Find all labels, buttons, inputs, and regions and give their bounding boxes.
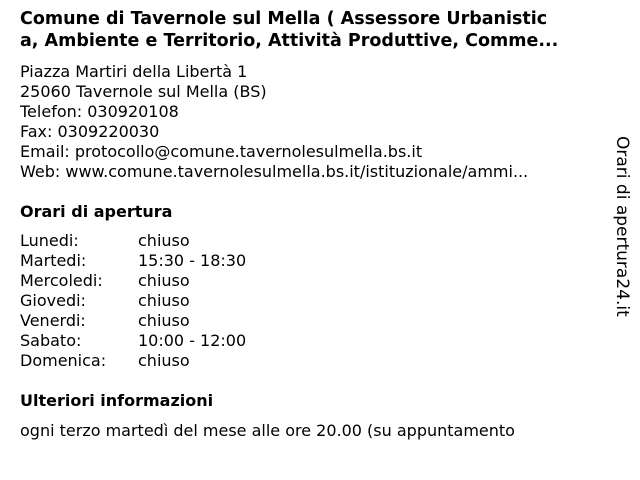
opening-hours-table: [20, 231, 620, 371]
day-label: Mercoledi:: [20, 271, 103, 290]
day-hours: chiuso: [138, 291, 190, 310]
page-title: [20, 8, 640, 52]
fax-number: Fax: 0309220030: [20, 122, 160, 141]
website-url: Web: www.comune.tavernolesulmella.bs.it/istituzionale/ammi...: [20, 162, 529, 181]
hours-row-saturday: [20, 331, 620, 351]
business-card: [20, 8, 620, 441]
day-label: Martedi:: [20, 251, 87, 270]
email-address: Email: protocollo@comune.tavernolesulmella.bs.it: [20, 142, 423, 161]
title-line-2: a, Ambiente e Territorio, Attività Produttive, Comme...: [20, 31, 559, 51]
day-label: Venerdi:: [20, 311, 86, 330]
day-hours: chiuso: [138, 271, 190, 290]
title-line-1: Comune di Tavernole sul Mella ( Assessore Urbanistic: [20, 9, 548, 29]
day-hours: chiuso: [138, 351, 190, 370]
contact-block: [20, 62, 620, 182]
city-address: 25060 Tavernole sul Mella (BS): [20, 82, 267, 101]
hours-row-friday: [20, 311, 620, 331]
more-info-text: ogni terzo martedì del mese alle ore 20.00 (su appuntamento: [20, 421, 515, 440]
day-label: Lunedi:: [20, 231, 79, 250]
day-hours: chiuso: [138, 231, 190, 250]
hours-row-thursday: [20, 291, 620, 311]
hours-row-tuesday: [20, 251, 620, 271]
hours-row-wednesday: [20, 271, 620, 291]
street-address: Piazza Martiri della Libertà 1: [20, 62, 248, 81]
opening-hours-heading: Orari di apertura: [20, 202, 173, 221]
day-label: Domenica:: [20, 351, 107, 370]
hours-row-monday: [20, 231, 620, 251]
phone-number: Telefon: 030920108: [20, 102, 179, 121]
day-label: Sabato:: [20, 331, 82, 350]
hours-row-sunday: [20, 351, 620, 371]
day-hours: chiuso: [138, 311, 190, 330]
day-label: Giovedi:: [20, 291, 86, 310]
site-watermark: Orari di apertura24.it: [612, 136, 632, 317]
day-hours: 15:30 - 18:30: [138, 251, 247, 270]
more-info-heading: Ulteriori informazioni: [20, 391, 214, 410]
day-hours: 10:00 - 12:00: [138, 331, 247, 350]
